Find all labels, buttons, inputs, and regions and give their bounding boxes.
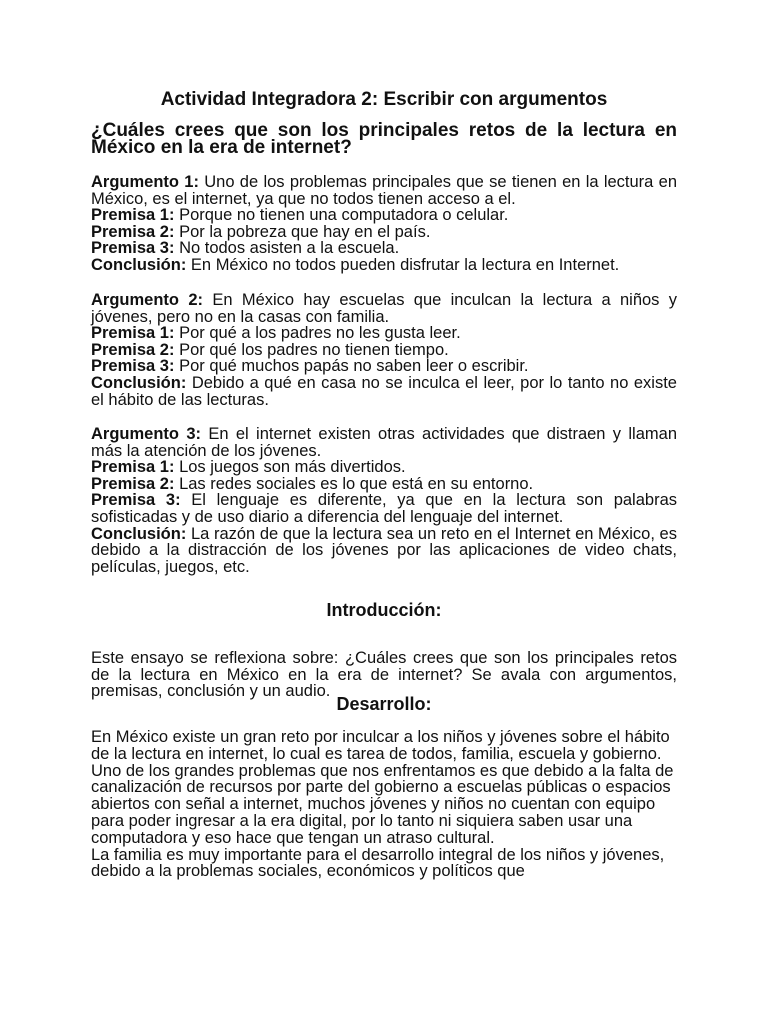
premise-label: Premisa 3: [91, 357, 175, 376]
conclusion-label: Conclusión: [91, 373, 187, 392]
argument-3-conclusion [91, 526, 677, 576]
argument-1-statement [91, 174, 677, 207]
premise-label: Premisa 2: [91, 222, 175, 241]
premise-label: Premisa 1: [91, 206, 175, 225]
argument-3 [91, 426, 677, 575]
argument-1-label: Argumento 1: [91, 173, 199, 191]
argument-3-text: En el internet existen otras actividades que distraen y llaman más la atención de los jóvenes. [91, 425, 677, 460]
premise-label: Premisa 2: [91, 474, 175, 493]
premise-label: Premisa 2: [91, 340, 175, 359]
premise-label: Premisa 1: [91, 324, 175, 343]
conclusion-label: Conclusión: [91, 255, 187, 274]
argument-1-text: Uno de los problemas principales que se tienen en la lectura en México, es el internet, ya que no todos tienen acceso a el. [91, 173, 677, 208]
development-paragraph: En México existe un gran reto por inculcar a los niños y jóvenes sobre el hábito de la lectura en internet, lo cual es tarea de todos, familia, escuela y gobierno. [91, 728, 670, 763]
development-paragraph: La familia es muy importante para el desarrollo integral de los niños y jóvenes, debido a la problemas sociales, económicos y políticos que [91, 845, 665, 881]
argument-3-premise-3 [91, 492, 677, 525]
conclusion-label: Conclusión: [91, 524, 187, 543]
conclusion-text: La razón de que la lectura sea un reto en el Internet en México, es debido a la distracción de los jóvenes por las aplicaciones de video chats, películas, juegos, etc. [91, 524, 677, 576]
development-body [91, 729, 681, 880]
premise-text: Por qué muchos papás no saben leer o escribir. [179, 357, 529, 376]
development-heading: Desarrollo: [336, 694, 432, 714]
argument-3-premise-1 [91, 459, 677, 476]
argument-2-premise-1 [91, 325, 677, 342]
argument-2-conclusion [91, 375, 677, 408]
argument-2 [91, 292, 677, 408]
argument-3-premise-2 [91, 476, 677, 493]
argument-2-text: En México hay escuelas que inculcan la lectura a niños y jóvenes, pero no en la casas con familia. [91, 291, 678, 326]
argument-1 [91, 174, 677, 274]
premise-text: Los juegos son más divertidos. [179, 458, 406, 477]
argument-2-statement [91, 292, 677, 325]
main-question: ¿Cuáles crees que son los principales retos de la lectura en México en la era de internet? [91, 120, 677, 158]
premise-text: Por qué los padres no tienen tiempo. [179, 340, 449, 359]
premise-text: No todos asisten a la escuela. [179, 239, 400, 258]
introduction-text: Este ensayo se reflexiona sobre: ¿Cuáles crees que son los principales retos de la lectura en México en la era de internet? Se avala con argumentos, premisas, conclusión y un audio. [91, 649, 677, 701]
argument-3-statement [91, 426, 677, 459]
premise-text: Por qué a los padres no les gusta leer. [179, 324, 461, 343]
premise-label: Premisa 3: [91, 491, 181, 510]
argument-3-label: Argumento 3: [91, 425, 201, 443]
premise-text: Las redes sociales es lo que está en su entorno. [179, 474, 534, 493]
document-title: Actividad Integradora 2: Escribir con argumentos [160, 89, 608, 110]
premise-text: Por la pobreza que hay en el país. [179, 222, 431, 241]
argument-2-premise-2 [91, 342, 677, 359]
argument-1-conclusion [91, 257, 677, 274]
conclusion-text: Debido a qué en casa no se inculca el leer, por lo tanto no existe el hábito de las lecturas. [91, 373, 677, 409]
development-paragraph: Uno de los grandes problemas que nos enfrentamos es que debido a la falta de canalización de recursos por parte del gobierno a escuelas públicas o espacios abiertos con señal a internet, muchos jóvenes y niños no cuentan con equipo para poder ingresar a la era digital, por lo tanto ni siquiera saben usar una computadora y eso hace que tengan un atraso cultural. [91, 761, 674, 847]
argument-2-premise-3 [91, 358, 677, 375]
argument-2-label: Argumento 2: [91, 291, 203, 309]
premise-label: Premisa 3: [91, 239, 175, 258]
argument-1-premise-1 [91, 207, 677, 224]
premise-label: Premisa 1: [91, 458, 175, 477]
premise-text: Porque no tienen una computadora o celular. [179, 206, 509, 225]
conclusion-text: En México no todos pueden disfrutar la lectura en Internet. [190, 255, 620, 274]
introduction-heading: Introducción: [326, 600, 442, 620]
argument-1-premise-3 [91, 240, 677, 257]
premise-text: El lenguaje es diferente, ya que en la lectura son palabras sofisticadas y de uso diario a diferencia del lenguaje del internet. [91, 491, 677, 526]
argument-1-premise-2 [91, 224, 677, 241]
